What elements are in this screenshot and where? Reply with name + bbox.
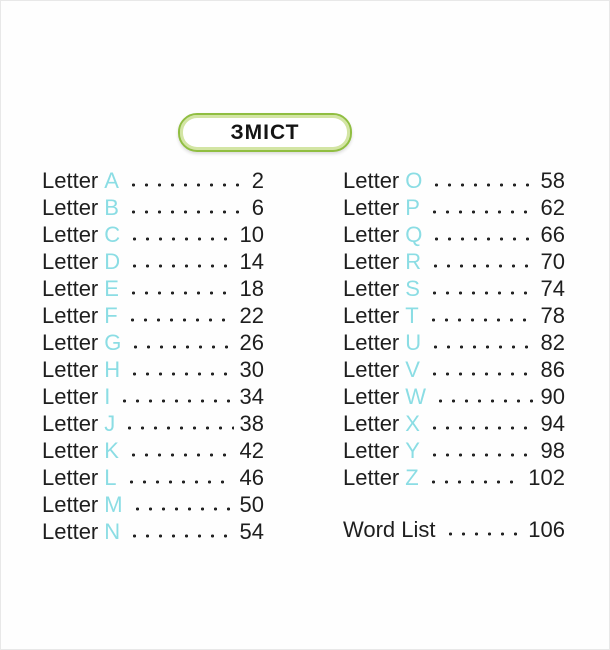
- entry-page-number: 14: [239, 249, 264, 274]
- toc-entry: [343, 302, 565, 329]
- leader-dots: [427, 264, 534, 268]
- entry-page-number: 90: [540, 384, 565, 409]
- entry-letter: X: [405, 411, 420, 436]
- toc-entry: [42, 383, 264, 410]
- entry-page-number: 2: [251, 168, 264, 193]
- entry-letter: S: [405, 276, 420, 301]
- entry-page-number: 82: [540, 330, 565, 355]
- entry-letter: A: [104, 168, 119, 193]
- toc-entry: [343, 275, 565, 302]
- leader-dots: [126, 264, 233, 268]
- toc-entry: [343, 221, 565, 248]
- entry-letter: B: [104, 195, 119, 220]
- entry-letter: Y: [405, 438, 420, 463]
- leader-dots: [124, 318, 234, 322]
- leader-dots: [426, 291, 535, 295]
- leader-dots: [442, 532, 523, 536]
- leader-dots: [129, 507, 234, 511]
- toc-entry: [343, 464, 565, 491]
- entry-letter: R: [405, 249, 422, 274]
- toc-entry: [42, 248, 264, 275]
- toc-entry: [42, 302, 264, 329]
- entry-label: Letter: [343, 330, 400, 355]
- leader-dots: [126, 237, 233, 241]
- toc-entry: [42, 518, 264, 545]
- toc-entry: [343, 437, 565, 464]
- entry-page-number: 38: [239, 411, 264, 436]
- entry-page-number: 54: [239, 519, 264, 544]
- entry-letter: K: [104, 438, 119, 463]
- entry-letter: U: [405, 330, 422, 355]
- entry-page-number: 26: [239, 330, 264, 355]
- toc-column-left: [42, 167, 264, 545]
- entry-page-number: 6: [251, 195, 264, 220]
- toc-entry: [343, 167, 565, 194]
- entry-letter: O: [405, 168, 423, 193]
- toc-entry: [343, 329, 565, 356]
- leader-dots: [425, 480, 523, 484]
- entry-letter: N: [104, 519, 121, 544]
- toc-entry: [42, 410, 264, 437]
- entry-page-number: 58: [540, 168, 565, 193]
- entry-letter: D: [104, 249, 121, 274]
- entry-label: Letter: [343, 168, 400, 193]
- entry-page-number: 66: [540, 222, 565, 247]
- entry-label: Letter: [343, 222, 400, 247]
- leader-dots: [127, 345, 233, 349]
- entry-label: Letter: [343, 249, 400, 274]
- entry-label: Letter: [42, 249, 99, 274]
- entry-page-number: 34: [239, 384, 264, 409]
- toc-entry: [42, 167, 264, 194]
- leader-dots: [121, 426, 233, 430]
- entry-page-number: 98: [540, 438, 565, 463]
- entry-label: Letter: [343, 195, 400, 220]
- leader-dots: [125, 291, 234, 295]
- entry-label: Letter: [42, 168, 99, 193]
- entry-page-number: 102: [528, 465, 565, 490]
- leader-dots: [126, 372, 233, 376]
- leader-dots: [125, 453, 234, 457]
- leader-dots: [123, 480, 234, 484]
- entry-page-number: 18: [239, 276, 264, 301]
- entry-label: Letter: [42, 465, 99, 490]
- entry-letter: L: [104, 465, 117, 490]
- entry-page-number: 42: [239, 438, 264, 463]
- leader-dots: [428, 183, 534, 187]
- entry-page-number: 10: [239, 222, 264, 247]
- entry-label: Letter: [42, 357, 99, 382]
- entry-page-number: 70: [540, 249, 565, 274]
- toc-entry: [343, 410, 565, 437]
- leader-dots: [116, 399, 233, 403]
- entry-label: Letter: [343, 384, 400, 409]
- entry-letter: T: [405, 303, 419, 328]
- entry-label: Letter: [42, 330, 99, 355]
- entry-label: Letter: [343, 303, 400, 328]
- leader-dots: [125, 183, 246, 187]
- entry-letter: Q: [405, 222, 423, 247]
- toc-entry: [42, 356, 264, 383]
- leader-dots: [426, 426, 535, 430]
- toc-entry: [42, 491, 264, 518]
- leader-dots: [426, 372, 535, 376]
- entry-letter: C: [104, 222, 121, 247]
- entry-letter: V: [405, 357, 420, 382]
- word-list-gap: [343, 491, 565, 516]
- entry-label: Letter: [343, 438, 400, 463]
- entry-letter: H: [104, 357, 121, 382]
- entry-page-number: 62: [540, 195, 565, 220]
- entry-label: Letter: [42, 303, 99, 328]
- entry-page-number: 86: [540, 357, 565, 382]
- entry-label: Letter: [42, 276, 99, 301]
- contents-title-box: [178, 113, 352, 152]
- entry-page-number: 50: [239, 492, 264, 517]
- entry-label: Letter: [42, 492, 99, 517]
- entry-letter: Z: [405, 465, 419, 490]
- leader-dots: [125, 210, 246, 214]
- entry-page-number: 46: [239, 465, 264, 490]
- entry-label: Letter: [343, 357, 400, 382]
- leader-dots: [427, 345, 534, 349]
- entry-page-number: 22: [239, 303, 264, 328]
- entry-letter: I: [104, 384, 111, 409]
- toc-entry: [42, 194, 264, 221]
- toc-entry: [343, 356, 565, 383]
- leader-dots: [126, 534, 233, 538]
- leader-dots: [426, 210, 535, 214]
- toc-entry: [343, 383, 565, 410]
- leader-dots: [425, 318, 535, 322]
- entry-page-number: 30: [239, 357, 264, 382]
- entry-label: Letter: [42, 519, 99, 544]
- entry-label: Letter: [343, 411, 400, 436]
- entry-letter: W: [405, 384, 427, 409]
- toc-entry: [343, 194, 565, 221]
- word-list-entry: [343, 516, 565, 543]
- entry-page-number: 106: [528, 517, 565, 542]
- entry-letter: M: [104, 492, 123, 517]
- toc-column-right: [343, 167, 565, 543]
- entry-letter: G: [104, 330, 122, 355]
- toc-entry: [42, 221, 264, 248]
- leader-dots: [426, 453, 535, 457]
- entry-page-number: 78: [540, 303, 565, 328]
- toc-entry: [42, 275, 264, 302]
- entry-label: Letter: [42, 411, 99, 436]
- entry-label: Word List: [343, 517, 436, 542]
- entry-label: Letter: [42, 195, 99, 220]
- entry-letter: J: [104, 411, 116, 436]
- toc-entry: [42, 329, 264, 356]
- entry-page-number: 94: [540, 411, 565, 436]
- entry-letter: E: [104, 276, 119, 301]
- leader-dots: [428, 237, 534, 241]
- toc-entry: [343, 248, 565, 275]
- toc-entry: [42, 464, 264, 491]
- entry-label: Letter: [42, 384, 99, 409]
- entry-label: Letter: [343, 465, 400, 490]
- entry-letter: F: [104, 303, 118, 328]
- contents-title: ЗМІСТ: [230, 120, 300, 144]
- entry-label: Letter: [42, 438, 99, 463]
- leader-dots: [432, 399, 534, 403]
- toc-entry: [42, 437, 264, 464]
- entry-label: Letter: [42, 222, 99, 247]
- entry-page-number: 74: [540, 276, 565, 301]
- entry-letter: P: [405, 195, 420, 220]
- entry-label: Letter: [343, 276, 400, 301]
